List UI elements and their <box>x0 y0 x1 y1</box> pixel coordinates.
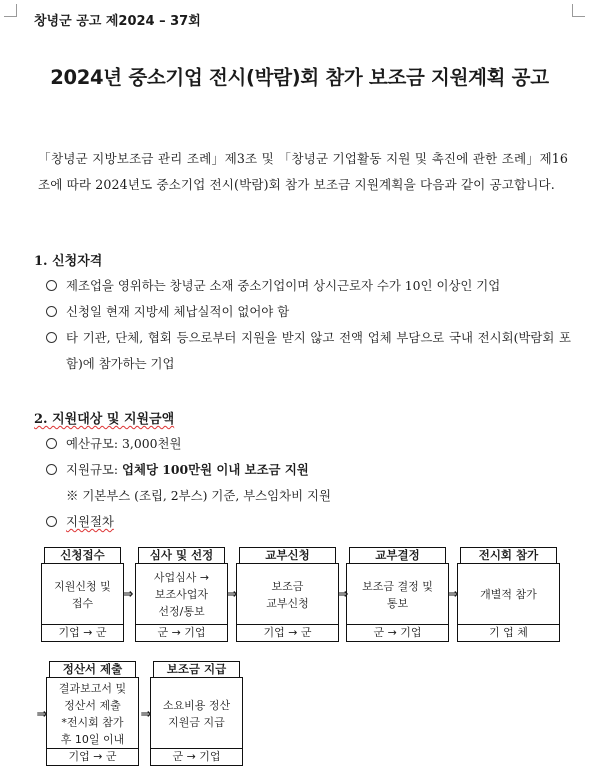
flow-step-foot: 군 → 기업 <box>136 624 227 641</box>
flow-step-head: 신청접수 <box>44 547 121 564</box>
flow-step-box <box>236 563 339 642</box>
flow-step-foot: 군 → 기업 <box>347 624 448 641</box>
flow-arrow-icon: ⇒ <box>140 707 152 722</box>
flow-step-box <box>135 563 228 642</box>
procedure-label: 지원절차 <box>66 514 114 529</box>
flow-step-body: 사업심사 → 보조사업자 선정/통보 <box>153 571 210 618</box>
support-note <box>46 483 571 509</box>
flow-step-box <box>150 677 243 766</box>
budget-label: 예산규모: <box>66 436 119 451</box>
page-corner-mark-left <box>4 4 17 17</box>
flow-step-box <box>46 677 139 766</box>
circle-bullet-icon <box>46 438 57 449</box>
section-2-heading-text: 2. 지원대상 및 지원금액 <box>34 412 175 427</box>
flow-step-head: 전시회 참가 <box>460 547 557 564</box>
flow-step-head: 교부결정 <box>349 547 446 564</box>
flow-step-head: 정산서 제출 <box>49 661 136 678</box>
circle-bullet-icon <box>46 306 57 317</box>
flow-step-body: 보조금 교부신청 <box>266 579 309 610</box>
flow-step-foot: 기업 → 군 <box>237 624 338 641</box>
budget-value: 3,000천원 <box>122 436 182 451</box>
flow-step-body: 지원신청 및 접수 <box>54 579 111 610</box>
document-title: 2024년 중소기업 전시(박람)회 참가 보조금 지원계획 공고 <box>50 66 549 89</box>
flow-step-body: 개별적 참가 <box>480 588 537 601</box>
support-label: 지원규모: <box>66 462 119 477</box>
circle-bullet-icon <box>46 280 57 291</box>
flow-step-foot: 군 → 기업 <box>151 748 242 765</box>
notice-number: 창녕군 공고 제2024 – 37회 <box>34 14 201 29</box>
page-corner-mark-right <box>572 4 585 17</box>
list-item-text: 타 기관, 단체, 협회 등으로부터 지원을 받지 않고 전액 업체 부담으로 국내 전시회(박람회 포함)에 참가하는 기업 <box>66 330 571 371</box>
section-2-heading <box>34 408 174 427</box>
flow-step-head: 교부신청 <box>239 547 336 564</box>
list-item-text: 신청일 현재 지방세 체납실적이 없어야 함 <box>66 304 290 319</box>
list-item <box>46 325 571 377</box>
circle-bullet-icon <box>46 464 57 475</box>
list-item <box>46 299 571 325</box>
support-value: 업체당 100만원 이내 보조금 지원 <box>122 462 309 477</box>
support-list <box>46 431 571 535</box>
intro-paragraph: 「창녕군 지방보조금 관리 조례」제3조 및 「창녕군 기업활동 지원 및 촉진에 관한 조례」제16조에 따라 2024년도 중소기업 전시(박람)회 참가 보조금 지원계획을 다음과 같이 공고합니다. <box>38 151 568 192</box>
budget-item <box>46 431 571 457</box>
support-note-text: ※ 기본부스 (조립, 2부스) 기준, 부스임차비 지원 <box>66 488 331 503</box>
procedure-item <box>46 509 571 535</box>
support-item <box>46 457 571 483</box>
flow-step-foot: 기업 → 군 <box>42 624 123 641</box>
flow-step-body: 보조금 결정 및 통보 <box>362 579 433 610</box>
flow-arrow-icon: ⇒ <box>337 587 349 602</box>
flow-step-foot: 기업 → 군 <box>47 748 138 765</box>
flow-step-box <box>41 563 124 642</box>
flow-step-head: 보조금 지급 <box>153 661 240 678</box>
flow-step-body: 소요비용 정산 지원금 지급 <box>162 698 231 729</box>
flow-step-body: 결과보고서 및 정산서 제출 *전시회 참가 후 10일 이내 <box>58 681 127 746</box>
flow-step-box <box>457 563 560 642</box>
eligibility-list <box>46 273 571 377</box>
circle-bullet-icon <box>46 516 57 527</box>
flow-arrow-icon: ⇒ <box>36 707 48 722</box>
flow-step-foot: 기 업 체 <box>458 624 559 641</box>
flow-arrow-icon: ⇒ <box>447 587 459 602</box>
flow-arrow-icon: ⇒ <box>122 587 134 602</box>
circle-bullet-icon <box>46 332 57 343</box>
flow-arrow-icon: ⇒ <box>226 587 238 602</box>
list-item-text: 제조업을 영위하는 창녕군 소재 중소기업이며 상시근로자 수가 10인 이상인 기업 <box>66 278 501 293</box>
flow-step-head: 심사 및 선정 <box>138 547 225 564</box>
section-1-heading: 1. 신청자격 <box>34 254 103 269</box>
list-item <box>46 273 571 299</box>
flow-step-box <box>346 563 449 642</box>
